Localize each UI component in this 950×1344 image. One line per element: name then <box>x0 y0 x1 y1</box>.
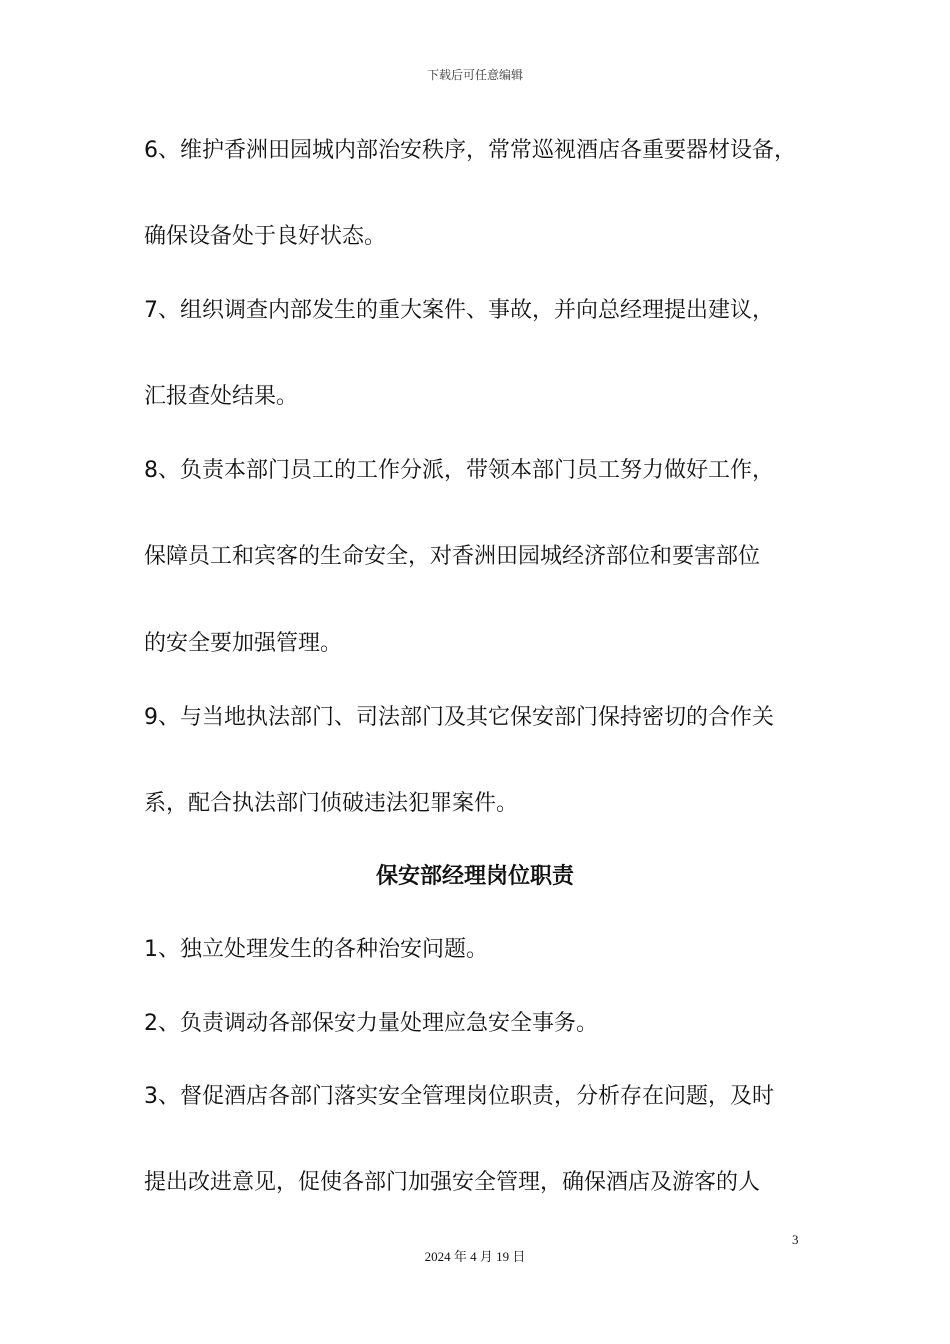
body-line: 7、组织调查内部发生的重大案件、事故，并向总经理提出建议， <box>144 298 774 323</box>
body-line: 3、督促酒店各部门落实安全管理岗位职责，分析存在问题，及时 <box>144 1084 774 1109</box>
section-title: 保安部经理岗位职责 <box>375 864 574 889</box>
body-line: 汇报查处结果。 <box>144 384 299 409</box>
footer-date: 2024 年 4 月 19 日 <box>424 1249 526 1264</box>
body-line: 1、独立处理发生的各种治安问题。 <box>144 937 488 962</box>
body-line: 8、负责本部门员工的工作分派，带领本部门员工努力做好工作， <box>144 458 774 483</box>
body-line: 9、与当地执法部门、司法部门及其它保安部门保持密切的合作关 <box>144 705 774 730</box>
header-note: 下载后可任意编辑 <box>426 68 523 82</box>
body-line: 提出改进意见，促使各部门加强安全管理，确保酒店及游客的人 <box>144 1170 761 1195</box>
body-line: 6、维护香洲田园城内部治安秩序，常常巡视酒店各重要器材设备， <box>144 138 796 163</box>
body-line: 保障员工和宾客的生命安全，对香洲田园城经济部位和要害部位 <box>144 544 761 569</box>
page-number: 3 <box>792 1232 799 1247</box>
body-line: 系，配合执法部门侦破违法犯罪案件。 <box>144 791 519 816</box>
body-line: 的安全要加强管理。 <box>144 631 343 656</box>
body-line: 2、负责调动各部保安力量处理应急安全事务。 <box>144 1011 598 1036</box>
body-line: 确保设备处于良好状态。 <box>144 224 387 249</box>
